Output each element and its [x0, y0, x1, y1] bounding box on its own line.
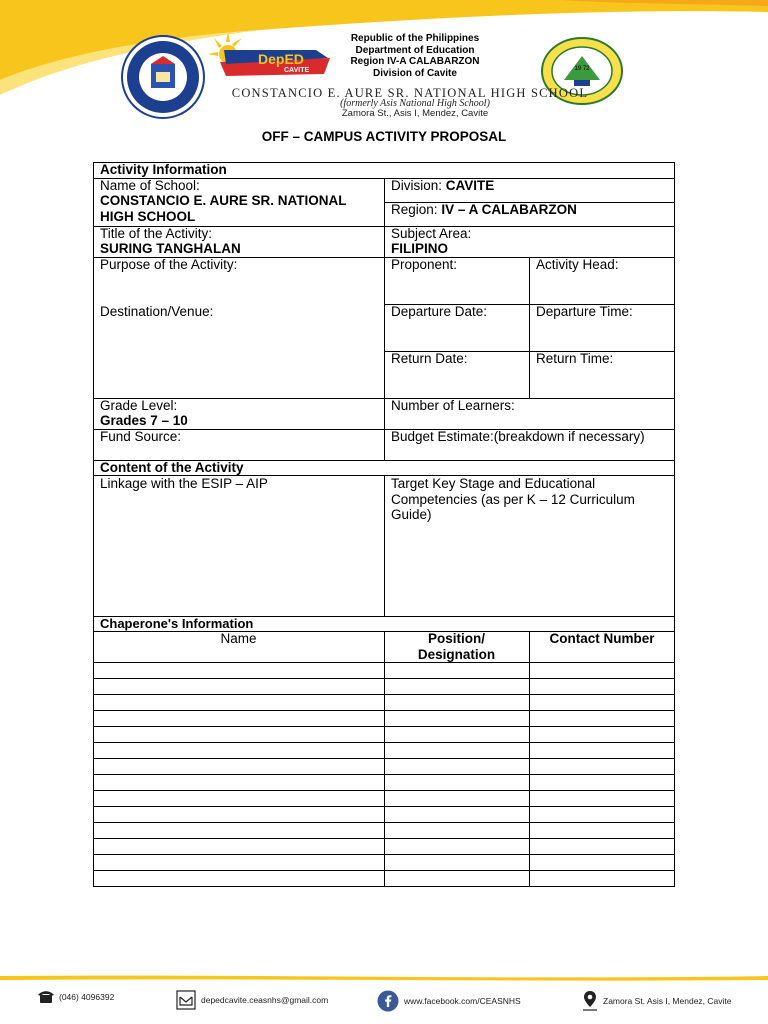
learners-label: Number of Learners:: [391, 398, 515, 413]
location-pin-icon: [582, 990, 598, 1012]
form-title: OFF – CAMPUS ACTIVITY PROPOSAL: [261, 129, 507, 144]
section-content-of-activity: Content of the Activity: [100, 460, 244, 475]
name-of-school-value: CONSTANCIO E. AURE SR. NATIONAL HIGH SCHOOL: [100, 193, 347, 224]
division-value: CAVITE: [445, 178, 495, 193]
col-header-name: Name: [220, 631, 257, 646]
proponent-label: Proponent:: [391, 257, 458, 272]
chaperone-row-line: [93, 838, 675, 839]
budget-estimate-label: Budget Estimate:(breakdown if necessary): [391, 429, 645, 444]
col-header-position: Position/ Designation: [417, 631, 496, 662]
svg-text:CAVITE: CAVITE: [284, 67, 310, 74]
footer-location-text: Zamora St. Asis I, Mendez, Cavite: [603, 996, 732, 1006]
subject-area-value: FILIPINO: [391, 241, 448, 256]
school-former-name: (formerly Asis National High School): [340, 98, 490, 109]
school-name-heading: CONSTANCIO E. AURE SR. NATIONAL HIGH SCHOOL: [231, 86, 589, 100]
footer-facebook-text: www.facebook.com/CEASNHS: [404, 996, 521, 1006]
region-value: IV – A CALABARZON: [441, 202, 577, 217]
phone-icon: [38, 990, 54, 1004]
linkage-label: Linkage with the ESIP – AIP: [100, 476, 268, 491]
chaperone-row-line: [93, 710, 675, 711]
footer-phone-text: (046) 4096392: [59, 992, 115, 1002]
footer-email-text: depedcavite.ceasnhs@gmail.com: [201, 995, 329, 1005]
return-date-label: Return Date:: [391, 351, 468, 366]
chaperone-row-line: [93, 790, 675, 791]
subject-area-label: Subject Area:: [391, 226, 472, 241]
header-region: Region IV-A CALABARZON: [350, 56, 480, 67]
header-agency-block: [300, 33, 530, 79]
chaperone-row-line: [93, 742, 675, 743]
activity-title-value: SURING TANGHALAN: [100, 241, 241, 256]
chaperone-row-line: [93, 774, 675, 775]
chaperone-row-line: [93, 806, 675, 807]
target-competencies-label: Target Key Stage and Educational Competencies (as per K – 12 Curriculum Guide): [391, 476, 635, 522]
svg-text:DepED: DepED: [258, 51, 304, 67]
school-address: Zamora St., Asis I, Mendez, Cavite: [341, 108, 489, 119]
region-field: [391, 202, 577, 218]
name-of-school-label: Name of School:: [100, 178, 200, 193]
division-field: [391, 178, 494, 194]
fund-source-label: Fund Source:: [100, 429, 182, 444]
footer-phone: [38, 990, 114, 1004]
grade-level-value: Grades 7 – 10: [100, 413, 188, 428]
division-label: Division:: [391, 178, 443, 193]
grade-level-label: Grade Level:: [100, 398, 178, 413]
section-chaperone-information: Chaperone's Information: [100, 616, 254, 631]
footer-yellow-bar: [0, 974, 768, 982]
chaperone-row-line: [93, 854, 675, 855]
departure-date-label: Departure Date:: [391, 304, 488, 319]
footer-facebook: [377, 990, 521, 1012]
footer-location: [582, 990, 732, 1012]
deped-seal-logo: [120, 34, 206, 120]
chaperone-row-line: [93, 870, 675, 871]
departure-time-label: Departure Time:: [536, 304, 633, 319]
chaperone-row-line: [93, 822, 675, 823]
proposal-form-table: [93, 162, 675, 887]
footer-email: [176, 990, 328, 1010]
region-label: Region:: [391, 202, 438, 217]
svg-text:19 72: 19 72: [574, 66, 590, 72]
purpose-label: Purpose of the Activity:: [100, 257, 238, 272]
activity-title-label: Title of the Activity:: [100, 226, 213, 241]
chaperone-row-line: [93, 726, 675, 727]
col-header-contact: Contact Number: [549, 631, 655, 646]
facebook-icon: [377, 990, 399, 1012]
chaperone-row-line: [93, 678, 675, 679]
mail-icon: [176, 990, 196, 1010]
header-department: Department of Education: [355, 44, 475, 56]
return-time-label: Return Time:: [536, 351, 614, 366]
destination-label: Destination/Venue:: [100, 304, 214, 319]
chaperone-row-line: [93, 694, 675, 695]
header-division: Division of Cavite: [373, 67, 457, 79]
header-republic: Republic of the Philippines: [350, 33, 480, 44]
chaperone-row-line: [93, 758, 675, 759]
activity-head-label: Activity Head:: [536, 257, 619, 272]
section-activity-information: Activity Information: [100, 162, 227, 177]
